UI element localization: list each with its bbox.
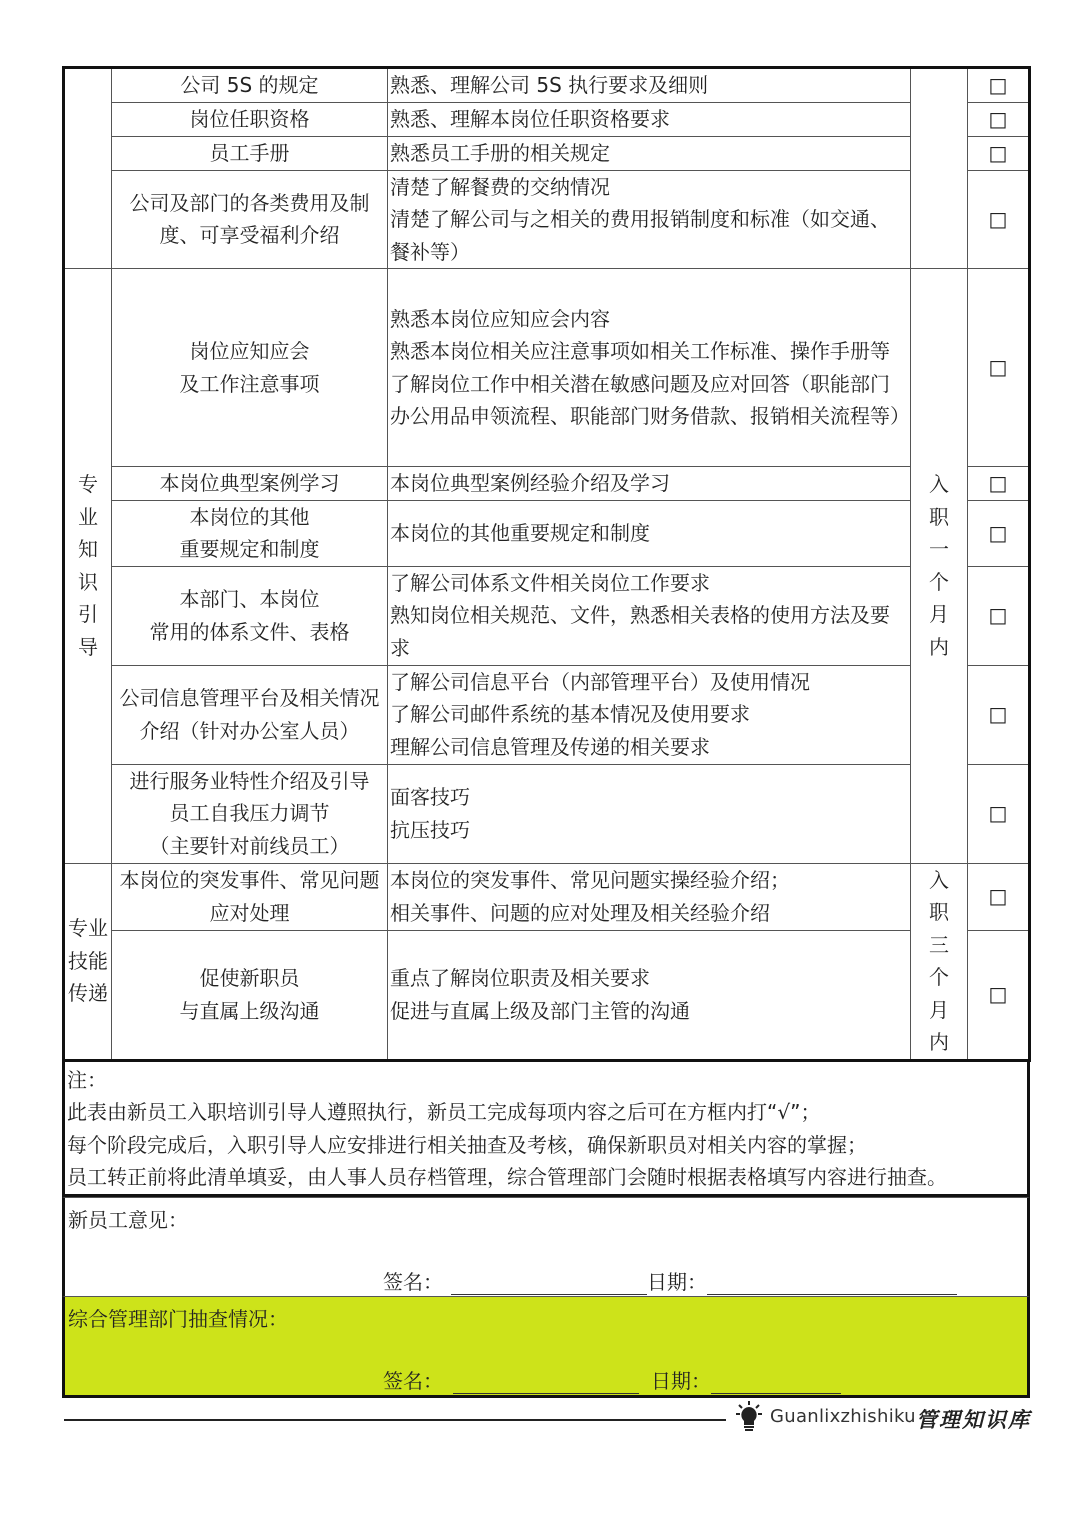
vertical-char: 引: [78, 602, 98, 627]
checkbox[interactable]: □: [968, 566, 1030, 665]
desc-line: 熟知岗位相关规范、文件，熟悉相关表格的使用方法及要求: [390, 603, 890, 660]
desc-line: 重点了解岗位职责及相关要求: [390, 966, 650, 990]
signature-field[interactable]: [453, 1371, 639, 1394]
opinion-label: 新员工意见：: [68, 1207, 188, 1232]
table-row: [64, 764, 1030, 863]
desc-line: 清楚了解餐费的交纳情况: [390, 174, 610, 199]
vertical-char: 职: [929, 504, 949, 529]
employee-opinion-section: [62, 1197, 1030, 1296]
vertical-char: 个: [929, 965, 949, 989]
desc-line: 熟悉本岗位相关应注意事项如相关工作标准、操作手册等: [390, 339, 890, 363]
checkbox[interactable]: □: [968, 764, 1030, 863]
item-line: 进行服务业特性介绍及引导: [129, 768, 370, 793]
desc-line: 了解岗位工作中相关潜在敏感问题及应对回答（职能部门办公用品申领流程、职能部门财务借款、报销相关流程等）: [390, 371, 910, 428]
notes-section: [62, 1062, 1030, 1197]
desc-cell: 熟悉员工手册的相关规定: [388, 136, 911, 170]
audit-label: 综合管理部门抽查情况：: [68, 1306, 288, 1331]
desc-cell: 本岗位典型案例经验介绍及学习: [388, 467, 911, 501]
checkbox[interactable]: □: [968, 930, 1030, 1060]
pair-line: 传递: [68, 981, 108, 1006]
audit-section: [62, 1296, 1030, 1398]
item-cell: 岗位任职资格: [112, 102, 388, 136]
vertical-char: 月: [929, 602, 949, 627]
desc-cell: 本岗位的其他重要规定和制度: [388, 500, 911, 566]
desc-cell: [388, 170, 911, 269]
desc-cell: [388, 269, 911, 467]
item-line: 员工自我压力调节: [169, 801, 330, 826]
vertical-char: 入: [929, 867, 949, 892]
time-cell-one-month: [911, 269, 968, 864]
checkbox[interactable]: □: [968, 467, 1030, 501]
table-row: [64, 170, 1030, 269]
sign-label: 签名：: [383, 1269, 443, 1294]
table-row: [64, 566, 1030, 665]
lightbulb-icon: [736, 1400, 762, 1438]
item-cell: 本岗位典型案例学习: [112, 467, 388, 501]
item-cell: [112, 566, 388, 665]
desc-cell: [388, 566, 911, 665]
vertical-char: 导: [78, 634, 98, 659]
item-cell: [112, 269, 388, 467]
checkbox[interactable]: □: [968, 500, 1030, 566]
vertical-char: 专: [78, 472, 98, 497]
checkbox[interactable]: □: [968, 665, 1030, 764]
category-professional-skill: [64, 863, 112, 1060]
table-row: [64, 102, 1030, 136]
checklist-table: [62, 66, 1031, 1062]
desc-line: 相关事件、问题的应对处理及相关经验介绍: [390, 900, 770, 925]
item-line: 常用的体系文件、表格: [149, 619, 350, 644]
brand-latin: Guanlixzhishiku: [770, 1406, 916, 1427]
desc-cell: [388, 665, 911, 764]
desc-line: 熟悉本岗位应知应会内容: [390, 306, 610, 331]
time-cell-three-months: [911, 863, 968, 1060]
vertical-char: 职: [929, 900, 949, 924]
desc-cell: [388, 863, 911, 930]
vertical-char: 知: [78, 537, 98, 562]
date-field[interactable]: [707, 1272, 957, 1295]
desc-cell: 熟悉、理解本岗位任职资格要求: [388, 102, 911, 136]
vertical-char: 三: [929, 932, 949, 957]
desc-cell: [388, 764, 911, 863]
item-cell: 公司信息管理平台及相关情况介绍（针对办公室人员）: [112, 665, 388, 764]
item-line: 重要规定和制度: [179, 537, 320, 561]
vertical-text: [913, 864, 965, 1059]
desc-line: 了解公司信息平台（内部管理平台）及使用情况: [390, 669, 810, 694]
table-row: [64, 930, 1030, 1060]
desc-line: 了解公司体系文件相关岗位工作要求: [390, 570, 710, 595]
onboarding-checklist: [62, 66, 1028, 1398]
checkbox[interactable]: □: [968, 102, 1030, 136]
vertical-char: 个: [929, 569, 949, 594]
vertical-text: [913, 468, 965, 663]
date-label: 日期：: [651, 1368, 711, 1393]
vertical-text: [67, 468, 109, 663]
page-footer: [64, 1398, 1044, 1442]
footer-rule: [64, 1419, 726, 1421]
table-row: [64, 665, 1030, 764]
notes-line: 此表由新员工入职培训引导人遵照执行，新员工完成每项内容之后可在方框内打“√”；: [67, 1100, 821, 1124]
desc-line: 理解公司信息管理及传递的相关要求: [390, 734, 710, 759]
item-cell: [112, 930, 388, 1060]
table-row: [64, 863, 1030, 930]
notes-line: 员工转正前将此清单填妥，由人事人员存档管理，综合管理部门会随时根据表格填写内容进行抽查。: [67, 1165, 947, 1189]
item-cell: 公司 5S 的规定: [112, 68, 388, 103]
table-row: [64, 269, 1030, 467]
pair-line: 专业: [68, 916, 108, 941]
vertical-char: 内: [929, 1030, 949, 1054]
vertical-char: 识: [78, 569, 98, 594]
checkbox[interactable]: □: [968, 136, 1030, 170]
sign-label: 签名：: [383, 1368, 443, 1393]
pair-line: 技能: [68, 948, 108, 973]
vertical-char: 业: [78, 504, 98, 529]
item-cell: 员工手册: [112, 136, 388, 170]
item-line: 及工作注意事项: [179, 371, 320, 396]
desc-line: 本岗位的突发事件、常见问题实操经验介绍；: [390, 868, 790, 892]
brand-cn: 管理知识库: [916, 1407, 1031, 1432]
date-field[interactable]: [711, 1371, 841, 1394]
item-line: 与直属上级沟通: [179, 998, 320, 1023]
item-line: （主要针对前线员工）: [149, 833, 350, 858]
item-line: 促使新职员: [199, 966, 300, 990]
desc-line: 促进与直属上级及部门主管的沟通: [390, 998, 690, 1023]
item-cell: 本岗位的突发事件、常见问题应对处理: [112, 863, 388, 930]
item-cell: [112, 764, 388, 863]
desc-cell: [388, 930, 911, 1060]
item-cell: [112, 500, 388, 566]
checkbox[interactable]: □: [968, 68, 1030, 103]
checkbox[interactable]: □: [968, 863, 1030, 930]
item-cell: 公司及部门的各类费用及制度、可享受福利介绍: [112, 170, 388, 269]
item-line: 本岗位的其他: [189, 504, 310, 529]
signature-field[interactable]: [451, 1272, 647, 1295]
pair-text: [65, 912, 111, 1010]
checkbox[interactable]: □: [968, 170, 1030, 269]
desc-line: 抗压技巧: [390, 817, 470, 842]
vertical-char: 内: [929, 634, 949, 659]
category-professional-knowledge: [64, 269, 112, 864]
checkbox[interactable]: □: [968, 269, 1030, 467]
vertical-char: 月: [929, 997, 949, 1022]
table-row: [64, 68, 1030, 103]
vertical-char: 一: [929, 537, 949, 562]
table-row: [64, 467, 1030, 501]
desc-cell: 熟悉、理解公司 5S 执行要求及细则: [388, 68, 911, 103]
date-label: 日期：: [647, 1269, 707, 1294]
table-row: [64, 500, 1030, 566]
item-line: 本部门、本岗位: [179, 587, 320, 611]
desc-line: 了解公司邮件系统的基本情况及使用要求: [390, 702, 750, 727]
item-line: 岗位应知应会: [189, 339, 310, 363]
desc-line: 面客技巧: [390, 785, 470, 809]
opinion-sign-row: [383, 1266, 957, 1295]
notes-line: 每个阶段完成后，入职引导人应安排进行相关抽查及考核，确保新职员对相关内容的掌握；: [67, 1132, 867, 1157]
audit-sign-row: [383, 1365, 841, 1394]
notes-title: 注：: [67, 1067, 107, 1092]
time-cell-blank: [911, 68, 968, 269]
table-row: [64, 136, 1030, 170]
vertical-char: 入: [929, 472, 949, 497]
category-cell-blank: [64, 68, 112, 269]
desc-line: 清楚了解公司与之相关的费用报销制度和标准（如交通、餐补等）: [390, 207, 890, 264]
